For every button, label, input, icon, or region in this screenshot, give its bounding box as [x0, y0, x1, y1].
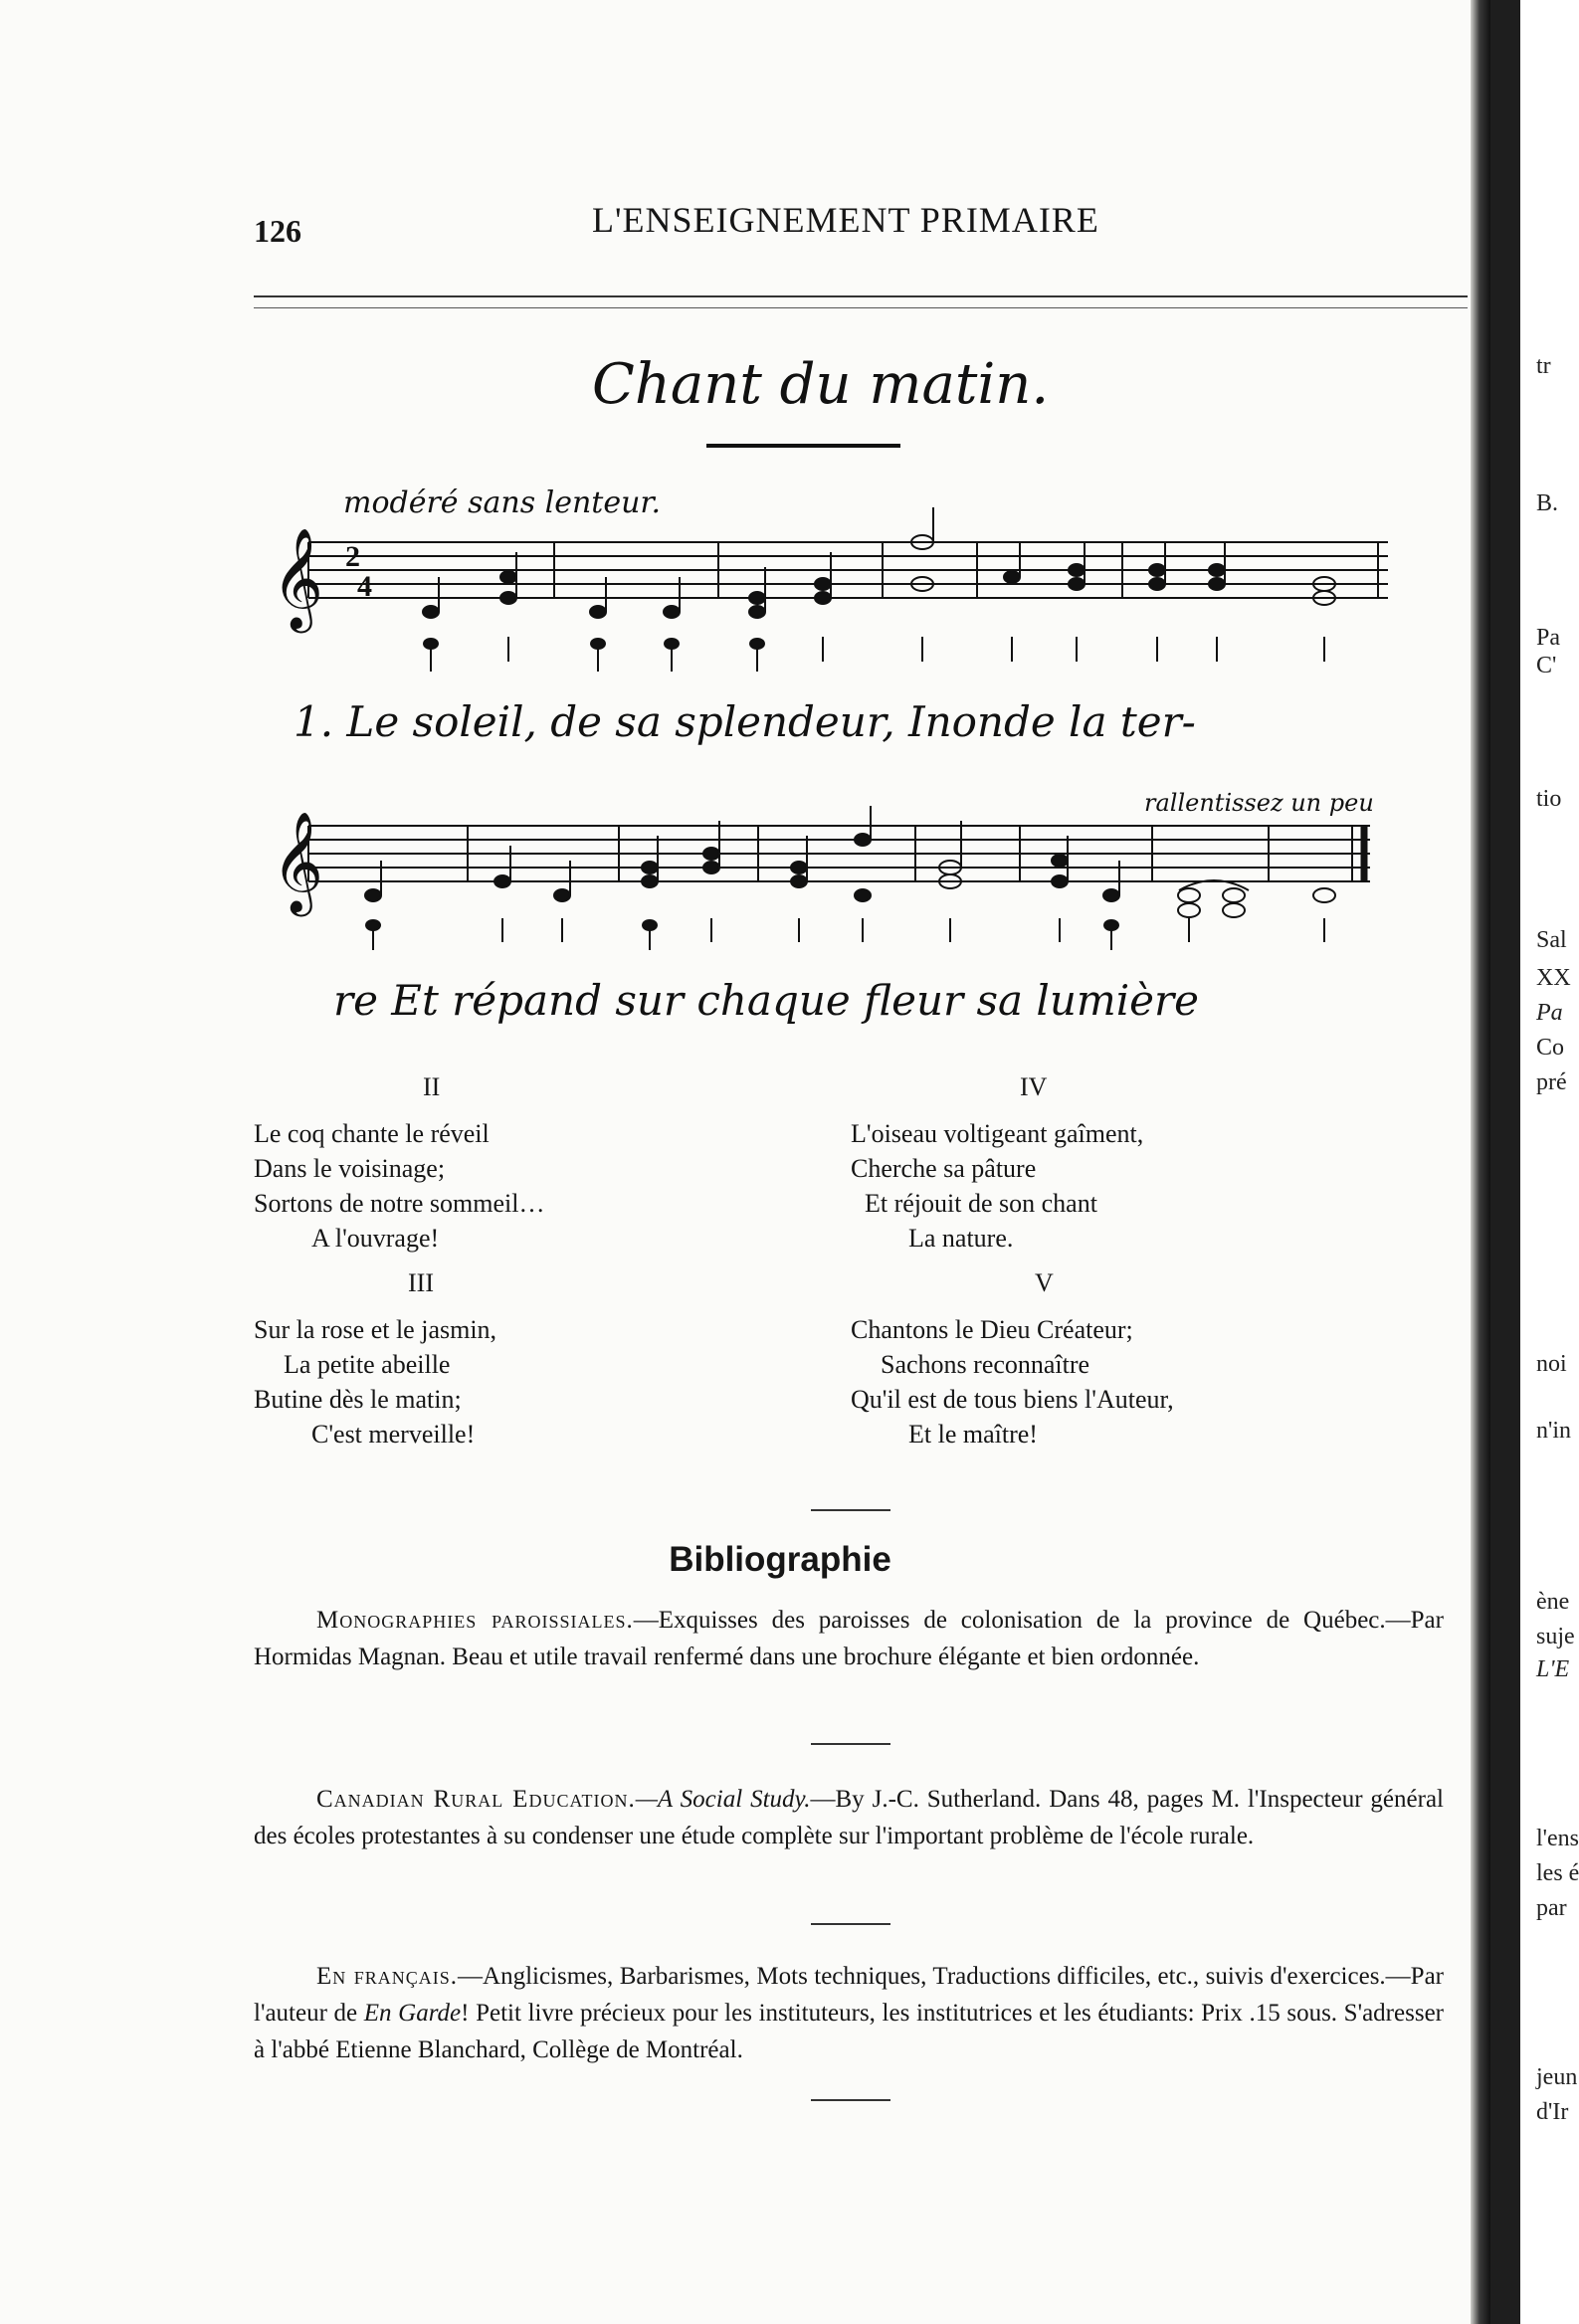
entry-text: —Exquisses des paroisses de colonisation de la province de Québec.—Par Hormidas Magnan. Beau et utile travail renfermé dans une brochure élégante et bien ordonnée. [254, 1607, 1444, 1670]
edge-fragment: d'Ir [1536, 2099, 1569, 2125]
entry-text: —By J.-C. Sutherland. Dans 48, pages M. l'Inspecteur général des écoles protestantes à su condenser une étude complète sur l'important problème de l'école rurale. [254, 1786, 1444, 1849]
verse-3 [254, 1265, 771, 1452]
entry-text: ! Petit livre précieux pour les instituteurs, les institutrices et les étudiants: Prix .15 sous. S'adresser à l'abbé Etienne Blanchard, Collège de Montréal. [254, 2000, 1444, 2063]
edge-fragment: n'in [1536, 1418, 1571, 1444]
verse-line: Sur la rose et le jasmin, [254, 1315, 497, 1344]
verse-line: Le coq chante le réveil [254, 1119, 490, 1148]
time-sig-bottom: 4 [357, 570, 372, 603]
music-score [254, 353, 1468, 1040]
treble-clef-1: 𝄞 [272, 526, 324, 629]
verse-numeral: IV [1020, 1072, 1048, 1101]
staff-1 [308, 542, 1388, 598]
lyrics-line-2: re Et répand sur chaque fleur sa lumière [333, 976, 1199, 1025]
verse-line: Chantons le Dieu Créateur; [851, 1315, 1133, 1344]
entry-title: Canadian Rural Education. [316, 1786, 636, 1813]
edge-fragment: ène [1536, 1589, 1570, 1615]
bibliography-entry [254, 1958, 1444, 2068]
verse-line: A l'ouvrage! [311, 1224, 440, 1253]
bass-stems-2 [366, 918, 1324, 950]
verse-line: Et le maître! [908, 1420, 1038, 1449]
page-number: 126 [254, 213, 301, 249]
edge-fragment: B. [1536, 490, 1559, 516]
verse-line: Sachons reconnaître [881, 1350, 1090, 1379]
verse-line: Sortons de notre sommeil… [254, 1189, 545, 1218]
edge-fragment: C' [1536, 653, 1557, 678]
treble-clef-2: 𝄞 [272, 810, 324, 912]
bibliography-heading: Bibliographie [669, 1540, 891, 1579]
tempo-marking: modéré sans lenteur. [343, 485, 662, 520]
verse-line: Cherche sa pâture [851, 1154, 1037, 1183]
rit-marking: rallentissez un peu [1144, 789, 1374, 817]
verse-2 [254, 1069, 771, 1256]
verse-line: Et réjouit de son chant [865, 1189, 1097, 1218]
verse-line: Butine dès le matin; [254, 1385, 462, 1414]
edge-fragment: Pa [1536, 1000, 1563, 1026]
song-title: Chant du matin. [592, 352, 1050, 417]
edge-fragment: par [1536, 1895, 1567, 1921]
section-divider [811, 1743, 890, 1745]
entry-title: En français. [316, 1963, 459, 1990]
bibliography-entry [254, 1781, 1444, 1854]
edge-fragment: Pa [1536, 625, 1560, 651]
edge-fragment: les é [1536, 1860, 1579, 1886]
section-divider [811, 1509, 890, 1511]
notes-staff-1 [423, 507, 1335, 618]
edge-fragment: tr [1536, 353, 1551, 379]
section-divider [811, 2099, 890, 2101]
section-divider [811, 1923, 890, 1925]
entry-text: —Anglicismes, Barbarismes, Mots techniques, Traductions difficiles, etc., suivis d'exercices.—Par l'auteur de [254, 1963, 1445, 2027]
running-head [254, 199, 1468, 249]
edge-fragment: tio [1536, 786, 1562, 812]
edge-fragment: L'E [1536, 1656, 1570, 1682]
edge-fragment: suje [1536, 1624, 1575, 1649]
edge-fragment: l'ens [1536, 1826, 1579, 1851]
song-verses [254, 1069, 1468, 1487]
edge-fragment: pré [1536, 1069, 1567, 1095]
page-shadow [1490, 0, 1520, 2324]
notes-staff-2 [365, 806, 1335, 917]
verse-numeral: II [423, 1072, 441, 1101]
bass-stems-1 [424, 637, 1324, 672]
bibliography-entry [254, 1602, 1444, 1675]
verse-line: La petite abeille [284, 1350, 451, 1379]
edge-fragment: jeun [1536, 2064, 1578, 2090]
entry-book-title: En Garde [363, 2000, 462, 2027]
verse-4 [851, 1069, 1368, 1256]
journal-title: L'ENSEIGNEMENT PRIMAIRE [592, 200, 1099, 240]
verse-5 [851, 1265, 1368, 1452]
time-sig-top: 2 [345, 540, 360, 573]
verse-line: L'oiseau voltigeant gaîment, [851, 1119, 1144, 1148]
verses-right-column [851, 1069, 1368, 1452]
verse-line: Qu'il est de tous biens l'Auteur, [851, 1385, 1174, 1414]
edge-fragment: Co [1536, 1035, 1565, 1061]
verse-numeral: III [408, 1268, 434, 1297]
adjacent-page-edge [1490, 0, 1579, 2324]
header-rule [254, 295, 1468, 308]
verse-numeral: V [1035, 1268, 1054, 1297]
verses-left-column [254, 1069, 771, 1452]
verse-line: La nature. [908, 1224, 1014, 1253]
book-gutter [1471, 0, 1490, 2324]
verse-line: Dans le voisinage; [254, 1154, 446, 1183]
entry-subtitle: —A Social Study. [635, 1786, 811, 1813]
music-score-svg [254, 353, 1468, 1040]
entry-title: Monographies paroissiales. [316, 1607, 634, 1634]
lyrics-line-1: 1. Le soleil, de sa splendeur, Inonde la ter- [294, 697, 1196, 746]
edge-fragment: Sal [1536, 927, 1567, 953]
verse-line: C'est merveille! [311, 1420, 476, 1449]
edge-fragment: XX [1536, 965, 1571, 991]
edge-fragment: noi [1536, 1351, 1567, 1377]
